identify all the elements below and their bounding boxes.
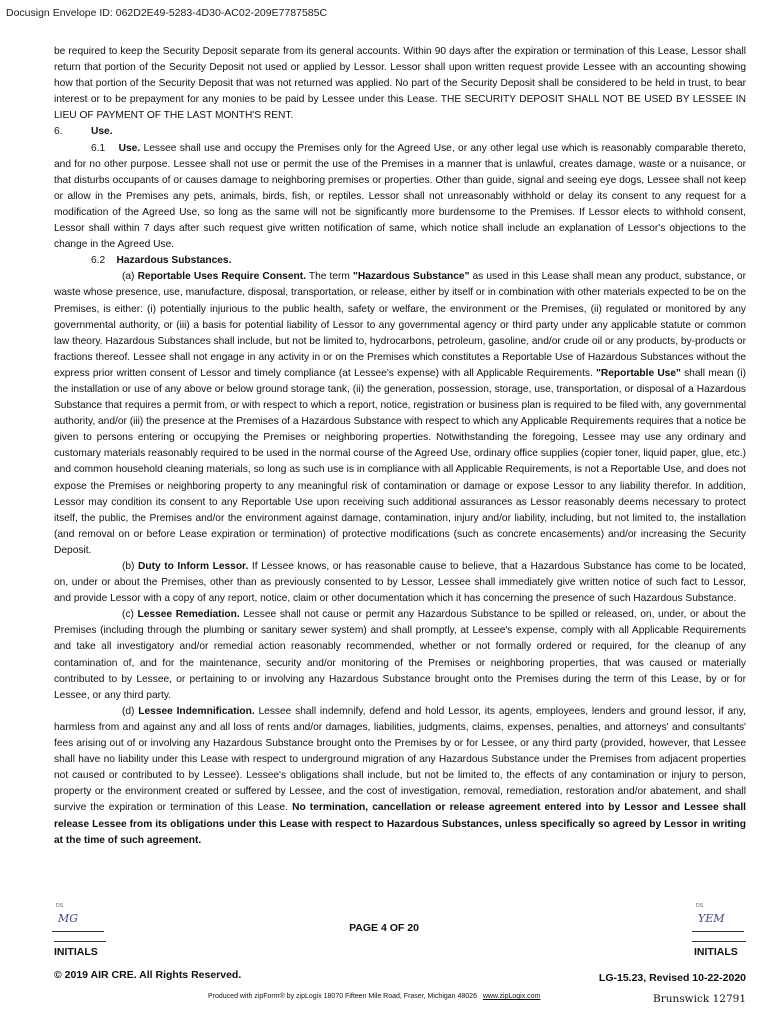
- produced-with: Produced with zipForm® by zipLogix 18070 Fifteen Mile Road, Fraser, Michigan 48026 www.zipLogix.com: [208, 993, 541, 1000]
- document-body: [54, 44, 746, 849]
- security-deposit-paragraph: be required to keep the Security Deposit separate from its general accounts. Within 90 days after the expiration or termination of this Lease, Lessor shall return that portion of the Security Deposit not used or applied by Lessor. Lessor shall upon written request provide Lessee with an accounting showing how that portion of the Security Deposit that was not returned was applied. No part of the Security Deposit shall be considered to be held in trust, to bear interest or to be prepayment for any monies to be paid by Lessee under this Lease. THE SECURITY DEPOSIT SHALL NOT BE USED BY LESSEE IN LIEU OF PAYMENT OF THE LAST MONTH'S RENT.: [54, 46, 746, 122]
- page-number: PAGE 4 OF 20: [349, 922, 419, 934]
- section-6-2-heading: [54, 253, 746, 269]
- clause-a-paragraph: (a) Reportable Uses Require Consent. The term "Hazardous Substance" as used in this Lease shall mean any product, substance, or waste whose presence, use, manufacture, disposal, transportation, or release, either by itself or in combination with other materials expected to be on the Premises, is either: (i) potentially injurious to the public health, safety or welfare, the environment or the Premises, (ii) regulated or monitored by any governmental authority, or (iii) a basis for potential liability of Lessor to any governmental agency or third party under any applicable statute or common law theory. Hazardous Substances shall include, but not be limited to, hydrocarbons, petroleum, gasoline, and/or crude oil or any products, by-products or fractions thereof. Lessee shall not engage in any activity in or on the Premises which constitutes a Reportable Use of Hazardous Substances without the express prior written consent of Lessor and timely compliance (at Lessee's expense) with all Applicable Requirements. "Reportable Use" shall mean (i) the installation or use of any above or below ground storage tank, (ii) the generation, possession, storage, use, transportation, or disposal of a Hazardous Substance that requires a permit from, or with respect to which a report, notice, registration or business plan is required to be filed with, any governmental authority, and/or (iii) the presence at the Premises of a Hazardous Substance with respect to which any Applicable Requirements requires that a notice be given to persons entering or occupying the Premises or neighboring properties. Notwithstanding the foregoing, Lessee may use any ordinary and customary materials reasonably required to be used in the normal course of the Agreed Use, ordinary office supplies (copier toner, liquid paper, glue, etc.) and common household cleaning materials, so long as such use is in compliance with all Applicable Requirements, is not a Reportable Use, and does not expose the Premises or neighboring property to any meaningful risk of contamination or damage or expose Lessor to any liability therefor. In addition, Lessor may condition its consent to any Reportable Use upon receiving such additional assurances as Lessor reasonably deems necessary to protect itself, the public, the Premises and/or the environment against damage, contamination, injury and/or liability, including, but not limited to, the installation (and removal on or before Lease expiration or termination) of protective modifications (such as concrete encasements) and/or increasing the Security Deposit.: [54, 271, 746, 556]
- clause-title: Duty to Inform Lessor.: [138, 561, 249, 572]
- clause-d-paragraph: (d) Lessee Indemnification. Lessee shall indemnify, defend and hold Lessor, its agents, employees, lenders and ground lessor, if any, harmless from and against any and all loss of rents and/or damages, liabilities, judgments, claims, expenses, penalties, and attorneys' and consultants' fees arising out of or involving any Hazardous Substance brought onto the Premises by or for Lessee, or any third party (provided, however, that Lessee shall have no liability under this Lease with respect to underground migration of any Hazardous Substance under the Premises from adjacent properties not caused or contributed to by Lessee). Lessee's obligations shall include, but not be limited to, the effects of any contamination or injury to person, property or the environment created or suffered by Lessee, and the cost of investigation, removal, remediation, restoration and/or abatement, and shall survive the expiration or termination of this Lease. No termination, cancellation or release agreement entered into by Lessor and Lessee shall release Lessee from its obligations under this Lease with respect to Hazardous Substances, unless specifically so agreed by Lessor in writing at the time of such agreement.: [54, 705, 746, 846]
- subsection-text: Lessee shall use and occupy the Premises only for the Agreed Use, or any other legal use which is reasonably comparable thereto, and for no other purpose. Lessee shall not use or permit the use of the Premises in a manner that is unlawful, creates damage, waste or a nuisance, or that disturbs occupants of or causes damage to neighboring premises or properties. Other than guide, signal and seeing eye dogs, Lessee shall not keep or allow in the Premises any pets, animals, birds, fish, or reptiles. Lessor shall not unreasonably withhold or delay its consent to any request for a modification of the Agreed Use, so long as the same will not be significantly more burdensome to the Premises. If Lessor elects to withhold consent, Lessor shall within 7 days after such request give written notification of same, which notice shall include an explanation of Lessor's objections to the change in the Agreed Use.: [54, 142, 746, 251]
- copyright: © 2019 AIR CRE. All Rights Reserved.: [54, 969, 242, 981]
- clause-title: Lessee Remediation.: [137, 609, 240, 621]
- initials-label-right: INITIALS: [694, 946, 738, 958]
- initials-signature: YEM: [698, 912, 725, 925]
- initials-signature: MG: [58, 912, 79, 925]
- form-id: LG-15.23, Revised 10-22-2020: [598, 972, 746, 984]
- divider: [692, 941, 746, 942]
- section-6-1-paragraph: [54, 141, 746, 254]
- section-6-heading: [54, 124, 746, 140]
- defined-term: "Hazardous Substance": [353, 271, 470, 283]
- clause-label: (d): [122, 705, 135, 717]
- clause-label: (c): [122, 609, 134, 621]
- document-label: Brunswick 12791: [653, 993, 746, 1005]
- ziplogix-link[interactable]: www.zipLogix.com: [482, 993, 541, 1000]
- subsection-number: 6.1: [91, 142, 106, 154]
- subsection-number: 6.2: [91, 255, 106, 267]
- section-number: 6.: [54, 126, 63, 138]
- clause-title: Lessee Indemnification.: [138, 705, 255, 717]
- clause-b-paragraph: (b) Duty to Inform Lessor. If Lessee knows, or has reasonable cause to believe, that a Hazardous Substance has come to be located, on, under or about the Premises, other than as previously consented to by Lessor, Lessee shall immediately give written notice of such fact to Lessor, and provide Lessor with a copy of any report, notice, claim or other documentation which it has concerning the presence of such Hazardous Substance.: [54, 561, 747, 605]
- clause-label: (a): [122, 271, 135, 283]
- clause-title: Reportable Uses Require Consent.: [137, 271, 306, 283]
- bold-tail: No termination, cancellation or release agreement entered into by Lessor and Lessee shall release Lessee from its obligations under this Lease with respect to Hazardous Substances, unless specifically so agreed by Lessor in writing at the time of such agreement.: [54, 802, 746, 846]
- envelope-id: Docusign Envelope ID: 062D2E49-5283-4D30-AC02-209E7787585C: [6, 7, 328, 19]
- subsection-title: Use.: [118, 142, 141, 154]
- docusign-tag: DS: [56, 903, 63, 909]
- docusign-tag: DS: [696, 903, 703, 909]
- section-title: Use.: [91, 126, 113, 138]
- initials-label-left: INITIALS: [54, 946, 98, 958]
- clause-c-paragraph: (c) Lessee Remediation. Lessee shall not cause or permit any Hazardous Substance to be spilled or released, on, under, or about the Premises (including through the plumbing or sanitary sewer system) and shall promptly, at Lessee's expense, comply with all Applicable Requirements and take all investigatory and/or remedial action reasonably recommended, whether or not formally ordered or required, for the cleanup of any contamination of, and for the maintenance, security and/or monitoring of the Premises or neighboring properties, that was caused or materially contributed to by Lessee, or pertaining to or involving any Hazardous Substance brought onto the Premises during the term of this Lease, by or for Lessee, or any third party.: [54, 609, 746, 701]
- defined-term: "Reportable Use": [596, 367, 681, 379]
- subsection-title: Hazardous Substances.: [116, 255, 232, 267]
- clause-label: (b): [122, 561, 135, 572]
- divider: [54, 941, 106, 942]
